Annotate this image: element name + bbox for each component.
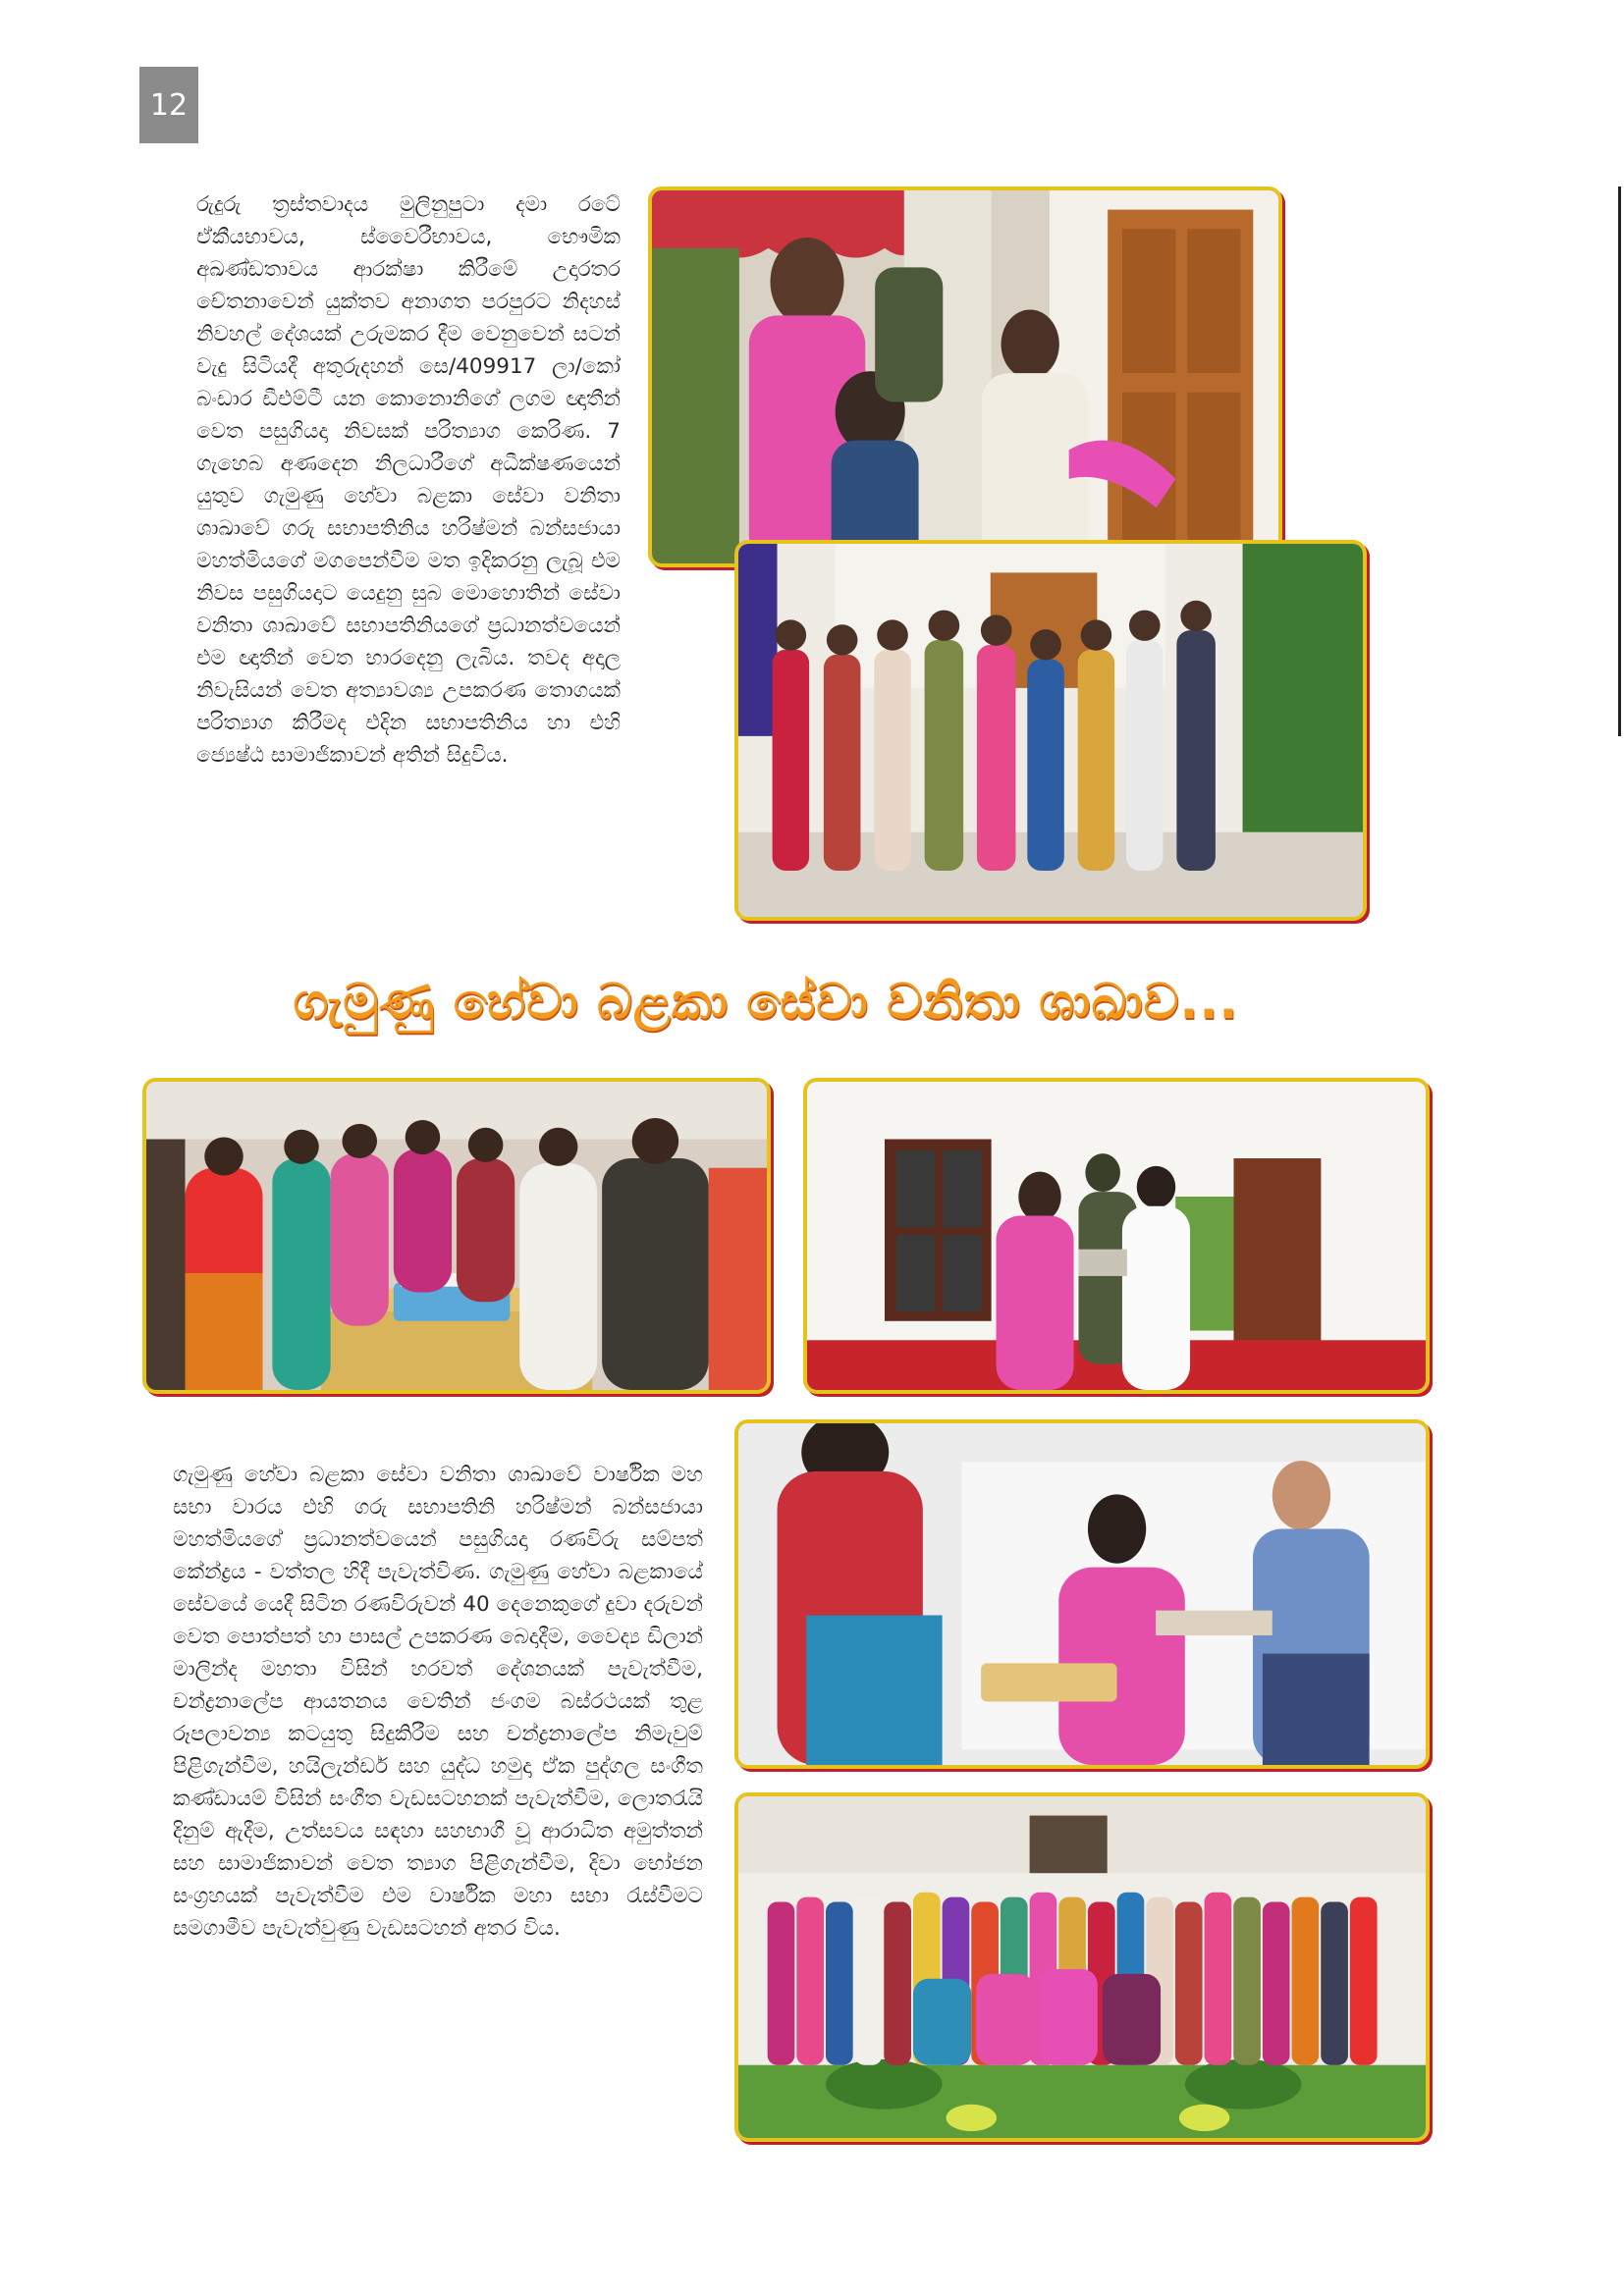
photo-cake-cutting bbox=[142, 1078, 771, 1394]
page-number: 12 bbox=[149, 87, 189, 123]
page-number-badge bbox=[139, 67, 198, 143]
photo-ribbon-cutting-image bbox=[652, 190, 1278, 563]
photo-handover-room bbox=[803, 1078, 1430, 1394]
section-heading: ගැමුණු හේවා බළකා සේවා වනිතා ශාඛාව... bbox=[293, 973, 1239, 1030]
article-bottom-text: ගැමුණු හේවා බළකා සේවා වනිතා ශාඛාවේ වාර්ෂික මහ සභා වාරය එහි ගරු සභාපතිනි හරිෂ්මන් බන්සජායා මහත්මියගේ ප්‍රධානත්වයෙන් පසුගියදා රණවිරු සම්පත් කේන්ද්‍රය - වත්තල හිදී පැවැත්විණ. ගැමුණු හේවා බළකායේ සේවයේ යෙදී සිටින රණවිරුවන් 40 දෙනෙකුගේ දුවා දරුවන් වෙත පොත්පත් හා පාසල් උපකරණ බෙදාදීම, වෛද්‍ය ඩිලාන් මාලින්ද මහතා විසින් හරවත් දේශනයක් පැවැත්වීම, චන්ද්‍රනාලේප ආයතනය වෙතින් ජංගම බස්රථයක් තුළ රූපලාවන්‍ය කටයුතු සිදුකිරීම සහ චන්ද්‍රනාලේප නිමැවුම් පිළිගැන්වීම, හයිලැන්ඩර් සහ යුද්ධ හමුදා ඒක පුද්ගල සංගීත කණ්ඩායම් විසින් සංගීත වැඩසටහනක් පැවැත්වීම, ලොතරැයි දිනුම් ඇදීම, උත්සවය සඳහා සහභාගී වූ ආරාධිත අමුත්තන් සහ සාමාජිකාවන් වෙත ත්‍යාග පිළිගැන්වීම, දිවා භෝජන සංග්‍රහයක් පැවැත්වීම එම වාර්ෂික මහා සභා රැස්වීමට සමගාමීව පැවැත්වුණු වැඩසටහන් අතර විය. bbox=[173, 1463, 703, 1941]
photo-ribbon-cutting bbox=[648, 187, 1282, 567]
photo-large-group bbox=[734, 1792, 1430, 2142]
article-top-text: රුදුරු ත්‍රස්තවාදය මුලිනුපුටා දමා රටේ ඒකීයභාවය, ස්වෛරීභාවය, භෞමික අඛණ්ඩතාවය ආරක්ෂා කිරීමේ උදාරතර චේතනාවෙන් යුක්තව අනාගත පරපුරට නිදහස් නිවහල් දේශයක් උරුමකර දීම වෙනුවෙන් සටන් වැදු සිටියදී අතුරුදහන් සෙ/409917 ලා/කෝ බංඩාර ඩීඑම්ටී යන කොනොනිගේ ලගම ඥාතීන් වෙත පසුගියදා නිවසක් පරිත්‍යාග කෙරිණ. 7 ගැහෙබ අණදෙන නිලධාරීගේ අධීක්ෂණයෙන් යුතුව ගැමුණු හේවා බළකා සේවා වනිතා ශාඛාවේ ගරු සභාපතිනිය හරිෂ්මන් බන්සජායා මහත්මියගේ මගපෙන්වීම මත ඉදිකරනු ලැබූ එම නිවස පසුගියදාට යෙදුනු සුබ මොහොතින් සේවා වනිතා ශාඛාවේ සභාපතිනියගේ ප්‍රධානත්වයෙන් එම ඥාතීන් වෙත භාරදෙනු ලැබිය. තවද අදාල නිවැසියන් වෙත අත්‍යාවශ්‍ය උපකරණ තොගයක් පරිත්‍යාග කිරීමද එදින සභාපතිනිය හා එහි ජ්‍යෙෂ්ඨ සාමාජිකාවන් අතින් සිදුවිය. bbox=[196, 192, 621, 768]
photo-large-group-image bbox=[738, 1796, 1426, 2138]
photo-cake-cutting-image bbox=[146, 1082, 767, 1390]
photo-group-house-image bbox=[738, 544, 1363, 917]
page-edge-line bbox=[1618, 187, 1621, 736]
photo-group-house bbox=[734, 540, 1367, 921]
photo-handover-room-image bbox=[807, 1082, 1426, 1390]
photo-gift-presentation bbox=[734, 1419, 1430, 1769]
photo-gift-presentation-image bbox=[738, 1423, 1426, 1765]
